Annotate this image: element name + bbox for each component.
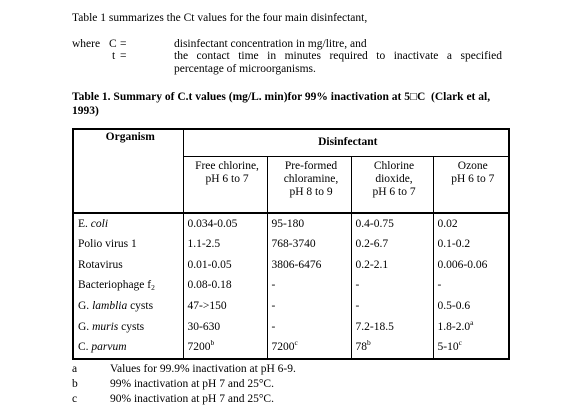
table-row [73,296,509,317]
organism-species: parvum [91,341,127,354]
organism-name: Rotavirus [78,258,123,271]
ct-value: 95-180 [271,217,305,230]
ct-value: 0.2-6.7 [355,238,389,251]
ct-value: 0.1-0.2 [437,238,471,251]
value-cell [267,276,351,297]
organism-species: coli [87,217,109,230]
table-row [73,338,509,360]
ct-value: 47->150 [187,300,227,313]
value-cell [351,296,433,317]
ct-value: 7200 [271,341,295,354]
degree-glyph: □ [409,91,417,103]
value-cell [267,235,351,256]
organism-cell [73,255,183,276]
ct-value: 0.01-0.05 [187,258,232,271]
value-cell [433,255,509,276]
ct-value: - [271,320,276,333]
intro-text: Table 1 summarizes the Ct values for the four main disinfectant, [72,12,368,24]
ct-value: 0.4-0.75 [355,217,394,230]
organism-species: muris [92,320,119,333]
value-cell [183,296,267,317]
value-cell [433,317,509,338]
footnote-text: Values for 99.9% inactivation at pH 6-9. [110,363,296,375]
ct-value: 0.034-0.05 [187,217,238,230]
subheader-free-chlorine: Free chlorine, pH 6 to 7 [183,157,267,214]
value-cell [267,213,351,235]
table-row [73,213,509,235]
ct-value: - [271,300,276,313]
organism-cell [73,235,183,256]
value-cell [433,213,509,235]
organism-cell [73,296,183,317]
footnote-text: 99% inactivation at pH 7 and 25°C. [110,378,274,390]
ct-value: 0.02 [437,217,458,230]
caption-citation: (Clark et al, 1993) [72,91,493,117]
value-cell [351,255,433,276]
ct-value: - [437,279,442,292]
value-cell [183,338,267,360]
table-row [73,255,509,276]
organism-genus: C. [78,341,92,354]
footnote-marker: c [458,338,462,348]
subheader-ozone: Ozone pH 6 to 7 [433,157,509,214]
footnote-marker: b [367,338,371,348]
ct-value: 30-630 [187,320,221,333]
value-cell [267,255,351,276]
table-row [73,317,509,338]
definition-t-text: the contact time in minutes required to inactivate a specified percentage of microorganisms. [174,50,502,76]
value-cell [351,317,433,338]
organism-name: cysts [118,320,145,333]
equals-t: = [120,50,127,62]
organism-name: cysts [127,300,154,313]
organism-genus: E. [78,217,88,230]
value-cell [267,296,351,317]
footnote-marker: b [210,338,215,348]
variable-t: t [112,50,116,62]
ct-value: 768-3740 [271,238,316,251]
ct-value: 0.5-0.6 [437,300,471,313]
header-disinfectant: Disinfectant [183,129,509,157]
value-cell [183,235,267,256]
value-cell [433,296,509,317]
value-cell [351,235,433,256]
organism-genus: G. [78,300,93,313]
organism-subscript: 2 [151,283,155,293]
organism-cell [73,317,183,338]
ct-value: 0.2-2.1 [355,258,389,271]
ct-value: 0.006-0.06 [437,258,488,271]
table-row [73,276,509,297]
footnote-text: 90% inactivation at pH 7 and 25°C. [110,393,274,405]
caption-main: Table 1. Summary of C.t values (mg/L. min)for 99% inactivation at 5 [72,91,410,103]
value-cell [351,213,433,235]
subheader-chlorine-dioxide: Chlorine dioxide, pH 6 to 7 [351,157,433,214]
value-cell [183,317,267,338]
value-cell [433,276,509,297]
ct-value: 78 [355,341,367,354]
ct-value: 3806-6476 [271,258,322,271]
organism-cell [73,213,183,235]
ct-value: 5-10 [437,341,459,354]
footnote-key: b [72,378,78,390]
value-cell [267,338,351,360]
value-cell [183,255,267,276]
ct-value: 1.1-2.5 [187,238,221,251]
ct-value: - [271,279,276,292]
definition-c-text: disinfectant concentration in mg/litre, and [174,38,367,50]
value-cell [433,338,509,360]
table-row [73,235,509,256]
value-cell [433,235,509,256]
footnote-marker: a [470,317,474,327]
organism-species: lamblia [92,300,128,313]
ct-values-table [72,128,510,360]
footnote-key: a [72,363,78,375]
header-organism: Organism [73,129,183,213]
ct-value: - [355,279,360,292]
ct-value: - [355,300,360,313]
organism-name: Polio virus 1 [78,238,137,251]
table-caption [72,91,512,119]
variable-c: C [109,38,117,50]
organism-genus: G. [78,320,93,333]
value-cell [183,213,267,235]
caption-unit: C [416,91,426,103]
footnote-marker: c [294,338,298,348]
organism-cell [73,338,183,360]
value-cell [267,317,351,338]
subheader-chloramine: Pre-formed chloramine, pH 8 to 9 [267,157,351,214]
value-cell [351,276,433,297]
value-cell [183,276,267,297]
ct-value: 7.2-18.5 [355,320,394,333]
footnote-key: c [72,393,78,405]
ct-value: 0.08-0.18 [187,279,232,292]
ct-value: 1.8-2.0 [437,320,471,333]
ct-value: 7200 [187,341,211,354]
organism-cell [73,276,183,297]
equals-c: = [120,38,127,50]
value-cell [351,338,433,360]
organism-name: Bacteriophage f [78,279,152,292]
where-label: where [72,38,101,50]
